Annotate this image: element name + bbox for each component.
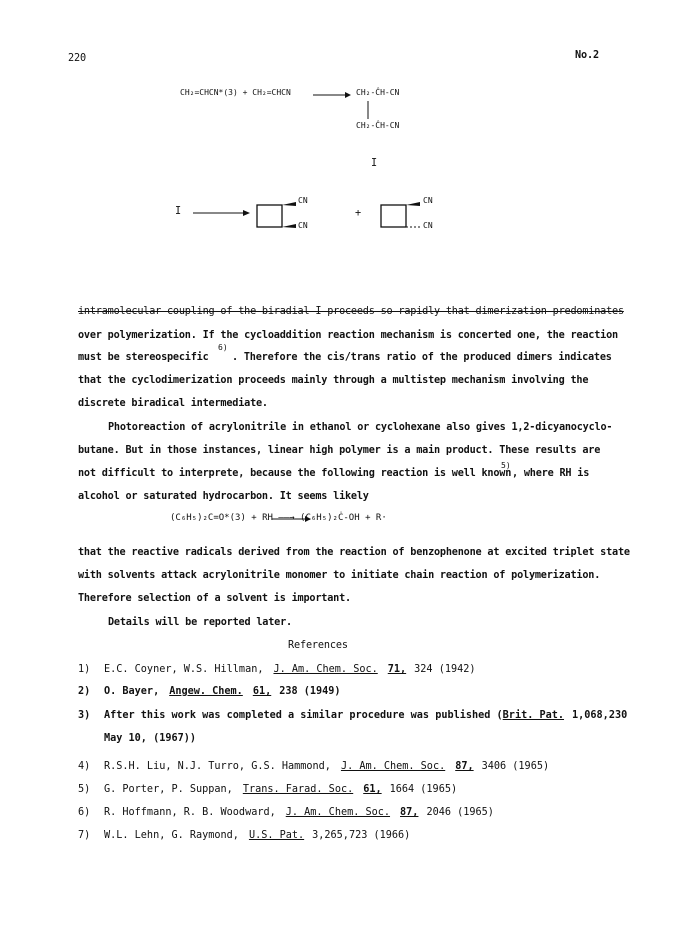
superscript-ref: 6) [218,343,228,352]
reference-authors: G. Porter, P. Suppan, [104,784,233,795]
product-bottom: CH₂-ĈH-CN [356,121,400,130]
superscript-ref: 5) [501,461,511,470]
reference-authors: After this work was completed a similar procedure was published ( [104,710,503,721]
product-top: CH₂-ĈH-CN [356,88,400,97]
wedge-bond [282,224,296,228]
cn-label: CN [298,196,308,205]
reference-number: 2) [78,686,91,697]
reference-item [78,784,457,795]
arrowhead [345,92,351,98]
cn-label: CN [423,221,433,230]
reference-volume: 61, [252,686,272,697]
details-line: Details will be reported later. [108,617,292,628]
reference-item [78,710,627,721]
paragraph2-line: alcohol or saturated hydrocarbon. It seems likely [78,491,369,502]
reference-number: 5) [78,784,91,795]
reference-details: 238 (1949) [279,686,341,697]
reference-volume: 87, [400,807,419,818]
paragraph1-line: . Therefore the cis/trans ratio of the produced dimers indicates [232,352,612,363]
paragraph3-line: Therefore selection of a solvent is important. [78,593,351,604]
reference-authors: W.L. Lehn, G. Raymond, [104,830,239,841]
paragraph3-line: with solvents attack acrylonitrile monomer to initiate chain reaction of polymerization. [78,570,601,581]
reference-authors: E.C. Coyner, W.S. Hillman, [104,664,264,675]
reference-details: 1664 (1965) [389,784,458,795]
scheme1-reactants: CH₂=CHCN*(3) + CH₂=CHCN [180,88,291,97]
reference-number: 4) [78,761,91,772]
paragraph2-line: not difficult to interprete, because the following reaction is well known [78,468,512,479]
arrowhead-2 [243,210,250,216]
paragraph1-line: must be stereospecific [78,352,209,363]
reference-number: 1) [78,664,91,675]
reference-journal: J. Am. Chem. Soc. [340,761,446,772]
wedge-bond [282,202,296,206]
paragraph2-line: Photoreaction of acrylonitrile in ethanol or cyclohexane also gives 1,2-dicyanocyclo- [108,422,613,433]
reference-journal: Brit. Pat. [502,710,565,721]
cn-label: CN [423,196,433,205]
paragraph1-line: over polymerization. If the cycloaddition reaction mechanism is concerted one, the reaction [78,330,618,341]
reference-item [78,664,476,675]
reference-item [78,686,341,697]
references-heading: References [288,640,348,651]
reference-journal: Angew. Chem. [169,686,243,697]
reference-details: 2046 (1965) [426,807,494,818]
cn-label: CN [298,221,308,230]
reference-journal: Trans. Farad. Soc. [242,784,354,795]
paragraph3-line: that the reactive radicals derived from the reaction of benzophenone at excited triplet state [78,547,630,558]
reference-authors: O. Bayer, [104,686,160,697]
reference-details: 3,265,723 (1966) [312,830,411,841]
reference-journal: J. Am. Chem. Soc. [273,664,378,675]
reference-number: 3) [78,710,91,721]
paragraph1-line: intramolecular coupling of the biradial I proceeds so rapidly that dimerization predominates [78,306,624,317]
scheme2-reactant: I [175,206,181,217]
reference-item [78,761,549,772]
reference-authors: R.S.H. Liu, N.J. Turro, G.S. Hammond, [104,761,331,772]
paragraph2-line: butane. But in those instances, linear high polymer is a main product. These results are [78,445,601,456]
cyclobutane-ring-1 [257,205,282,227]
reference-details: 3406 (1965) [481,761,550,772]
wedge-bond [406,202,420,206]
reference-volume: 61, [363,784,382,795]
reference-number: 6) [78,807,91,818]
reference-authors: May 10, (1967)) [104,733,197,744]
reference-item [78,733,196,744]
issue-number: No.2 [575,50,599,61]
paragraph1-line: that the cyclodimerization proceeds mainly through a multistep mechanism involving the [78,375,589,386]
page-number: 220 [68,53,86,64]
reference-journal: U.S. Pat. [248,830,305,841]
reference-details: 1,068,230 [572,710,628,721]
equation-benzophenone: (C₆H₅)₂C=O*(3) + RH ——→ (C₆H₅)₂Ċ-OH + R· [170,513,387,523]
paragraph1-line: discrete biradical intermediate. [78,398,268,409]
reference-journal: J. Am. Chem. Soc. [285,807,391,818]
cyclobutane-ring-2 [381,205,406,227]
paragraph2-line: , where RH is [512,468,590,479]
reference-details: 324 (1942) [414,664,476,675]
reference-authors: R. Hoffmann, R. B. Woodward, [104,807,276,818]
reference-volume: 87, [455,761,474,772]
reference-item [78,830,410,841]
compound-label-I: I [371,158,377,169]
reference-volume: 71, [387,664,407,675]
reference-number: 7) [78,830,91,841]
reference-item [78,807,494,818]
plus-sign: + [355,208,361,219]
